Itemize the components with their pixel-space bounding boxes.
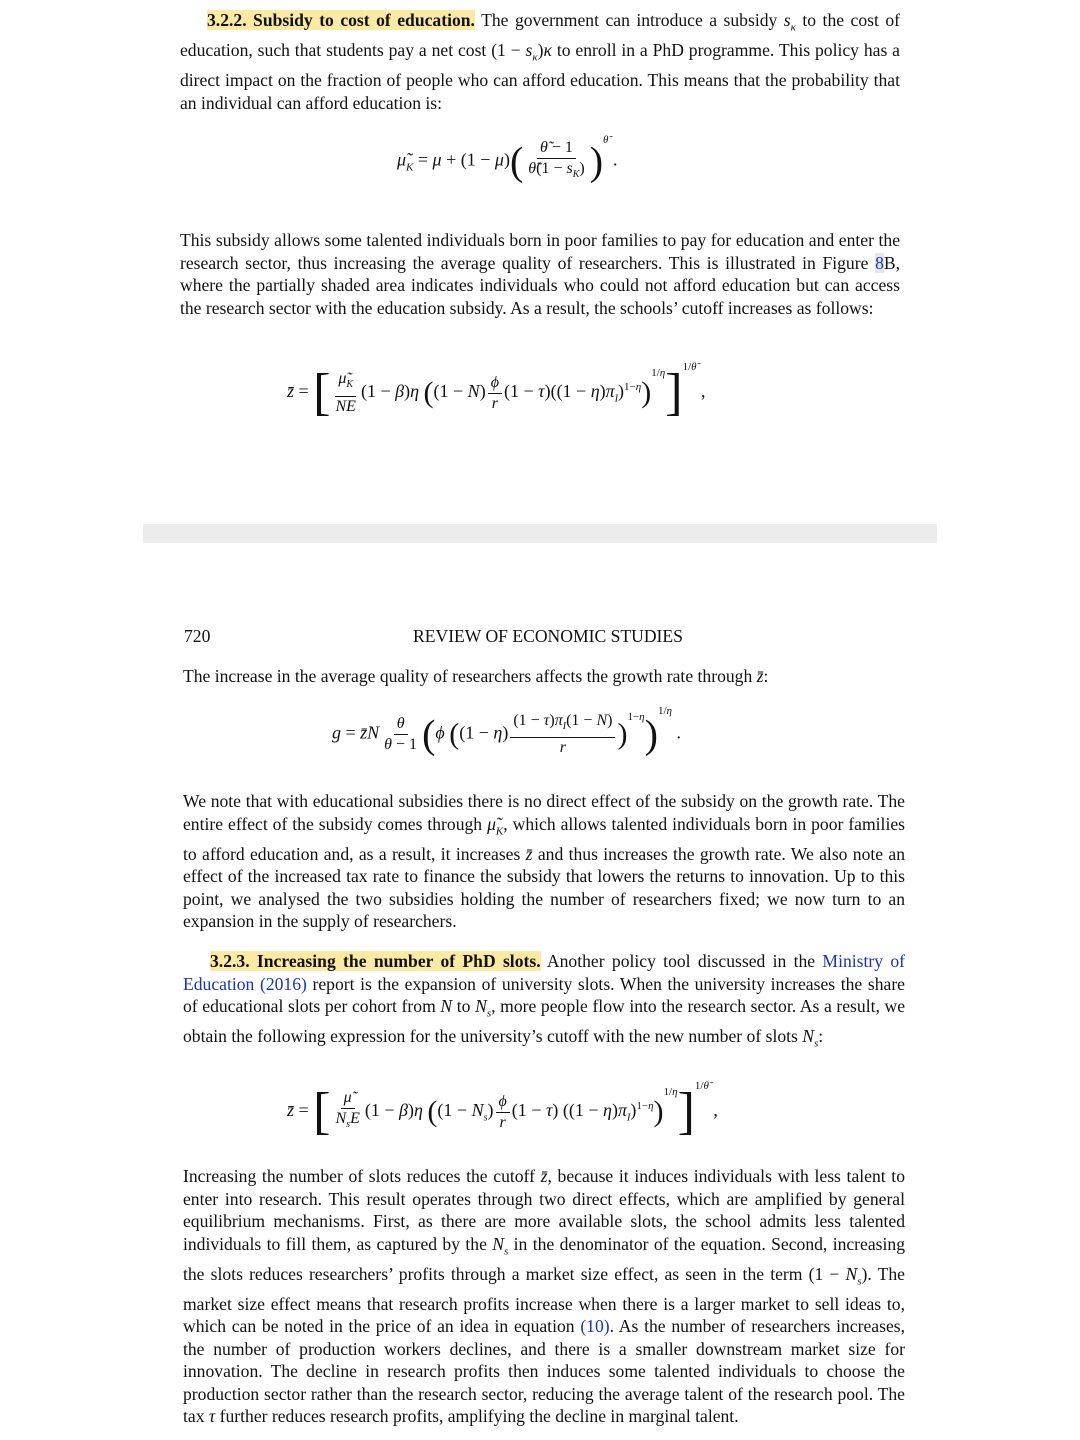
section-3-2-3 [183, 950, 905, 1055]
equation-ref-link[interactable]: (10) [580, 1316, 610, 1337]
page-break-band [143, 524, 937, 543]
section-3-2-2-body [180, 229, 900, 319]
equation-cutoff-slots: z̄ = [ $\frac{\mũ}{N_sE}$ (1 − β)η ($(1 - N_s)$ $\frac{\phi}{r}$ (1 − τ) $((1 - \eta)\pi_I)^{1-\eta})^{1/\eta}]^{1/\thetã}$ , [287, 1080, 718, 1140]
section-3-2-3-body [183, 1165, 905, 1428]
growth-intro [183, 665, 905, 688]
section-3-2-2 [180, 9, 900, 114]
page-number: 720 [184, 626, 211, 646]
growth-discussion [183, 790, 905, 933]
section-heading-3-2-3: 3.2.3. Increasing the number of PhD slots. [210, 951, 541, 971]
journal-title: REVIEW OF ECONOMIC STUDIES [413, 626, 683, 646]
paragraph-subsidy-effect: This subsidy allows some talented individuals born in poor families to pay for education and enter the research sector, thus increasing the average quality of researchers. This is illustrated in Figure 8B, where the partially shaded area indicates individuals who could not afford education but can access the research sector with the education subsidy. As a result, the schools’ cutoff increases as follows: [180, 230, 900, 318]
citation-ministry-link[interactable]: Ministry of Education (2016) [183, 951, 905, 994]
figure-link[interactable]: 8 [875, 252, 884, 273]
paragraph-growth-intro: The increase in the average quality of researchers affects the growth rate through z̄: [183, 666, 769, 686]
paragraph-slots-discussion: Increasing the number of slots reduces the cutoff z̄, because it induces individuals with less talent to enter into research. This result operates through two direct effects, which are amplified by general equilibrium mechanisms. First, as there are more available slots, the school admits less talented individuals to fill them, as captured by the $N_s$ in the denominator of the equation. Second, increasing the slots reduces researchers’ profits through a market size effect, as seen in the term $(1 - N_s)$. The market size effect means that research profits increase when there is a larger market to sell ideas to, which can be noted in the price of an idea in equation (10). As the number of researchers increases, the number of production workers declines, and there is a smaller downstream market size for innovation. The decline in research profits then induces some talented individuals to choose the production sector rather than the research sector, reducing the average talent of the research pool. The tax τ further reduces research profits, amplifying the decline in marginal talent. [183, 1166, 905, 1427]
section-heading-3-2-2: 3.2.2. Subsidy to cost of education. [207, 10, 475, 30]
equation-growth: g = z̄N $\frac{\theta}{\theta - 1}$ (ϕ ((1 − η) $\frac{(1 - \tau)\pi_I(1 - N)}{r}$ )$^{1-\eta}$)$^{1/\eta}$ . [332, 704, 681, 757]
equation-cutoff-subsidy: z̄ = [ $\frac{\mũ_K}{NE}$ (1 − β)η ((1 − N) $\frac{\phi}{r}$ $(1 - \tau)((1 - \eta)\pi_I)^{1-\eta})^{1/\eta}]^{1/\thetã}$ , [287, 361, 706, 421]
equation-mu-kappa: $\mũ_K = \mu + (1 - \mu)$( $\frac{\thetã - 1}{\thetã(1 - s_K)}$ )$^{\thetã}$ . [397, 133, 618, 184]
paragraph-subsidy-intro: 3.2.2. Subsidy to cost of education. The government can introduce a subsidy $s_\kappa$ to the cost of education, such that students pay a net cost $(1 - s_\kappa)\kappa$ to enroll in a PhD programme. This policy has a direct impact on the fraction of people who can afford education. This means that the probability that an individual can afford education is: [180, 10, 900, 113]
paragraph-growth-discussion: We note that with educational subsidies there is no direct effect of the subsidy on the growth rate. The entire effect of the subsidy comes through $\mũ_K$, which allows talented individuals born in poor families to afford education and, as a result, it increases z̄ and thus increases the growth rate. We also note an effect of the increased tax rate to finance the subsidy that lowers the returns to innovation. Up to this point, we analysed the two subsidies holding the number of researchers fixed; we now turn to an expansion in the supply of researchers. [183, 791, 906, 932]
paragraph-phd-slots-intro: 3.2.3. Increasing the number of PhD slots. Another policy tool discussed in the Ministry of Education (2016) report is the expansion of university slots. When the university increases the share of educational slots per cohort from N to $N_s$, more people flow into the research sector. As a result, we obtain the following expression for the university’s cutoff with the new number of slots $N_s$: [183, 951, 906, 1050]
